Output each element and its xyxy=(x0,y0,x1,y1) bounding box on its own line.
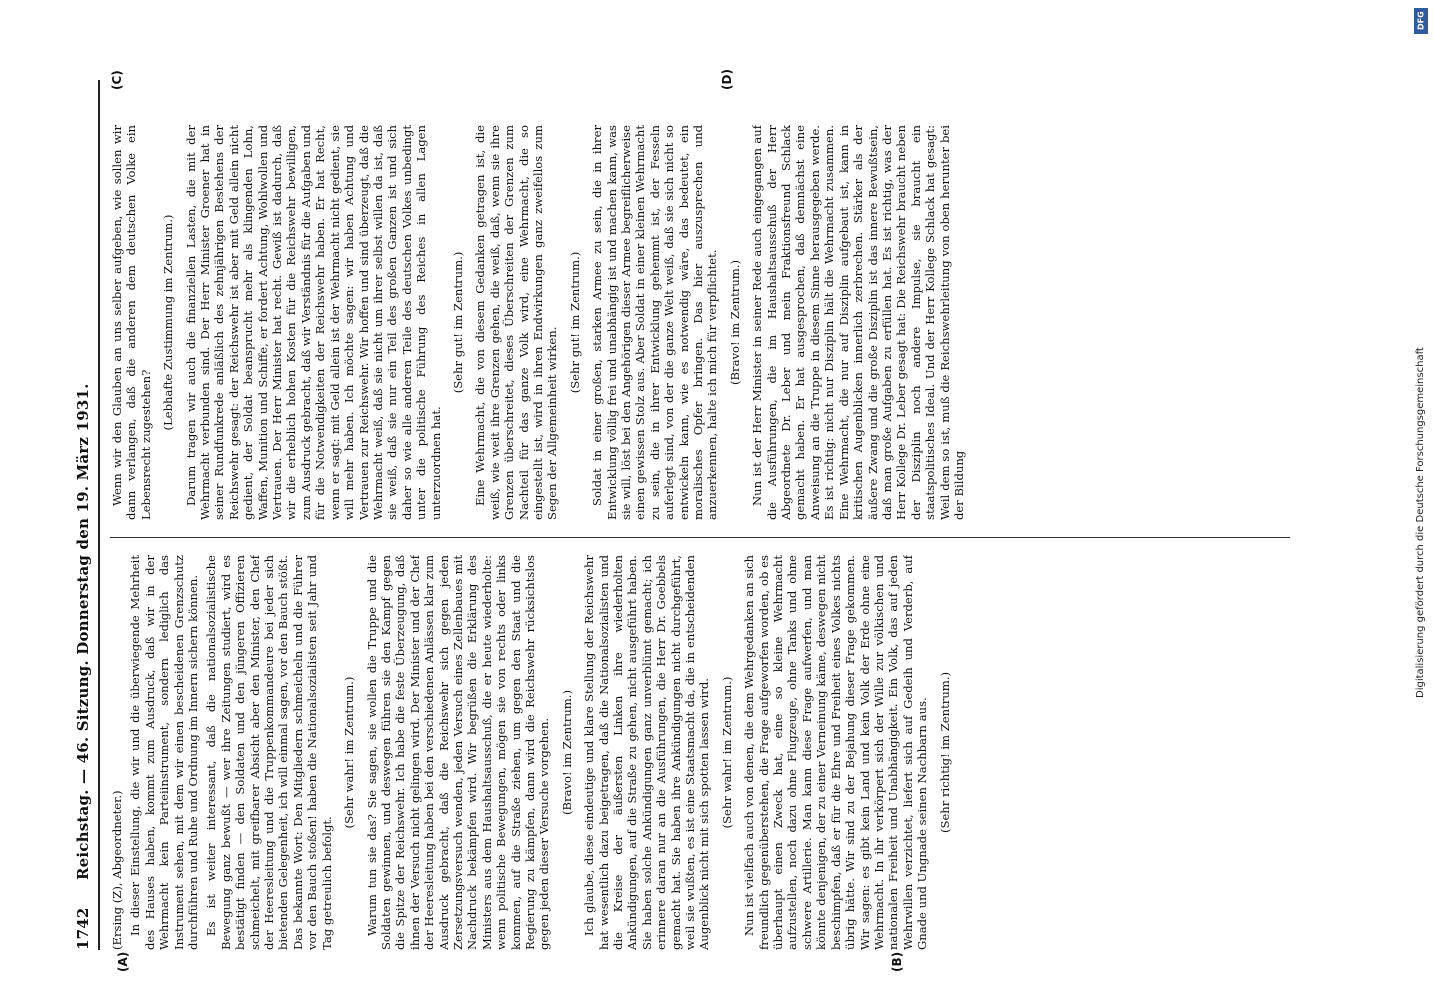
interjection: (Sehr gut! im Zentrum.) xyxy=(567,251,582,394)
paragraph: Es ist weiter interessant, daß die nationalsozialistische Bewegung ganz bewußt — wer ihre Zeitungen studiert, wird es bestätigt finden — den Soldaten und den jüngeren Offizieren schmeichelt, mit greifbarer Absicht aber den Minister, den Chef der Heeresleitung und die Truppenkommandeure bei jeder sich bietenden Gelegenheit, ich will einmal sagen, vor den Bauch stößt. Das bekannte Wort: Den Mitgliedern schmeicheln und die Führer vor den Bauch stoßen! haben die Nationalsozialisten seit Jahr und Tag getreulich befolgt. xyxy=(204,555,334,950)
margin-mark-d: (D) xyxy=(720,69,734,90)
paragraph: Warum tun sie das? Sie sagen, sie wollen die Truppe und die Soldaten gewinnen, und deswegen führen sie den Kampf gegen die Spitze der Reichswehr. Ich habe die feste Überzeugung, daß ihnen der Versuch nicht gelingen wird. Der Minister und der Chef der Heeresleitung haben bei den verschiedenen Anlässen klar zum Ausdruck gebracht, daß die Reichswehr sich gegen jeden Zersetzungsversuch wenden, jeden Versuch eines Zellenbaues mit Nachdruck bekämpfen wird. Wir begrüßen die Erklärung des Ministers aus dem Haushaltsausschuß, die er heute wiederholte: wenn politische Bewegungen, mögen sie von rechts oder links kommen, auf die Straße ziehen, um gegen den Staat und die Regierung zu kämpfen, dann wird die Reichswehr rücksichtslos gegen jeden dieser Versuche vorgehen. xyxy=(364,555,552,950)
paragraph: Nun ist der Herr Minister in seiner Rede auch eingegangen auf die Ausführungen, die im Haushaltsausschuß der Herr Abgeordnete Dr. Leber und mein Fraktionsfreund Schlack gemacht haben. Er hat ausgesprochen, daß demnächst eine Anweisung an die Truppe in diesem Sinne herausgegeben werde. Es ist richtig: nicht nur Disziplin hält die Wehrmacht zusammen. Eine Wehrmacht, die nur auf Disziplin aufgebaut ist, kann in kritischen Augenblicken innerlich zerbrechen. Stärker als der äußere Zwang und die große Disziplin ist das innere Bewußtsein, daß man große Aufgaben zu erfüllen hat. Es ist richtig, was der Herr Kollege Dr. Leber gesagt hat: Die Reichswehr braucht neben der Disziplin noch andere Impulse, sie braucht ein staatspolitisches Ideal. Und der Herr Kollege Schlack hat gesagt: Weil dem so ist, muß die Reichswehrleitung von oben herunter bei der Bildung xyxy=(750,125,966,520)
dfg-logo: DFG xyxy=(1414,8,1428,34)
running-title: Reichstag. — 46. Sitzung. Donnerstag den 19. März 1931. xyxy=(74,383,92,880)
document-page xyxy=(70,69,1330,972)
margin-mark-c: (C) xyxy=(110,70,124,90)
interjection: (Sehr wahr! im Zentrum.) xyxy=(719,676,734,829)
paragraph: Eine Wehrmacht, die von diesem Gedanken getragen ist, die weiß, wie weit ihre Grenzen gehen, die weiß, daß, wenn sie ihre Grenzen überschreitet, dieses Überschreiten der Grenzen zum Nachteil für das ganze Volk wird, eine Wehrmacht, die so eingestellt ist, wird in ihren Endwirkungen ganz zweifellos zum Segen der Allgemeinheit wirken. xyxy=(473,125,560,520)
paragraph: Darum tragen wir auch die finanziellen Lasten, die mit der Wehrmacht verbunden sind. Der Herr Minister Groener hat in seiner Rundfunkrede anläßlich des zehnjährigen Bestehens der Reichswehr gesagt: der Reichswehr ist aber mit Geld allein nicht gedient, der Soldat beansprucht mehr als klingenden Lohn, Waffen, Munition und Schiffe, er fordert Achtung, Wohlwollen und Vertrauen. Der Herr Minister hat recht. Gewiß ist dadurch, daß wir die erheblich hohen Kosten für die Reichswehr bewilligen, zum Ausdruck gebracht, daß wir Verständnis für die Aufgaben und für die Notwendigkeiten der Reichswehr haben. Er hat Recht, wenn er sagt: mit Geld allein ist der Wehrmacht nicht gedient, sie will mehr haben. Ich möchte sagen: wir haben Achtung und Vertrauen zur Reichswehr. Wir hoffen und sind überzeugt, daß die Wehrmacht weiß, daß sie nicht um ihrer selbst willen da ist, daß sie weiß, daß sie nur ein Teil des großen Ganzen ist und sich daher so wie alle anderen Teile des deutschen Volkes unbedingt unter die politische Führung des Reiches in allen Lagen unterzuordnen hat. xyxy=(183,125,443,520)
page-header xyxy=(70,80,100,950)
right-column xyxy=(110,125,1290,520)
column-rule xyxy=(110,537,1290,538)
paragraph: Ich glaube, diese eindeutige und klare Stellung der Reichswehr hat wesentlich dazu beigetragen, daß die Nationalsozialisten und die Kreise der äußersten Linken ihre wiederholten Ankündigungen, auf die Straße zu gehen, nicht ausgeführt haben. Sie haben solche Ankündigungen ganz unverblümt gemacht; ich erinnere daran nur an die Ausführungen, die Herr Dr. Goebbels gemacht hat. Sie haben ihre Ankündigungen nicht durchgeführt, weil sie wußten, es ist eine Staatsmacht da, die in entscheidenden Augenblick nicht mit sich spotten lassen wird. xyxy=(582,555,712,950)
paragraph: Soldat in einer großen, starken Armee zu sein, die in ihrer Entwicklung völlig frei und unabhängig ist und machen kann, was sie will, löst bei den Angehörigen dieser Armee begreiflicherweise einen gewissen Stolz aus. Aber Soldat in einer kleinen Wehrmacht zu sein, die in ihrer Entwicklung gehemmt ist, der Fesseln auferlegt sind, von der die ganze Welt weiß, daß sie sich nicht so entwickeln kann, wie es notwendig wäre, das bedeutet, ein moralisches Opfer bringen. Das hier auszusprechen und anzuerkennen, halte ich mich für verpflichtet. xyxy=(590,125,720,520)
speaker-tag: (Ersing (Z), Abgeordneter.) xyxy=(110,790,124,950)
margin-mark-b: (B) xyxy=(890,951,904,972)
credit-text: Digitalisierung gefördert durch die Deutsche Forschungsgemeinschaft xyxy=(1415,347,1426,698)
interjection: (Bravo! im Zentrum.) xyxy=(727,260,742,386)
digitization-credit xyxy=(1412,8,1434,698)
paragraph: In dieser Einstellung, die wir und die überwiegende Mehrheit des Hauses haben, kommt zum Ausdruck, daß wir in der Wehrmacht kein Parteiinstrument, sondern lediglich das Instrument sehen, mit dem wir einen bescheidenen Grenzschutz durchführen und Ruhe und Ordnung im Innern sichern können. xyxy=(128,555,201,950)
interjection: (Sehr wahr! im Zentrum.) xyxy=(342,676,357,829)
interjection: (Bravo! im Zentrum.) xyxy=(559,690,574,816)
paragraph: Nun ist vielfach auch von denen, die dem Wehrgedanken an sich freundlich gegenüberstehen, die Frage aufgeworfen worden, ob es überhaupt einen Zweck hat, eine so kleine Wehrmacht aufzustellen, noch dazu ohne Flugzeuge, ohne Tanks und ohne schwere Artillerie. Man kann diese Frage aufwerfen, und man könnte denjenigen, der zu einer Verneinung käme, deswegen nicht beschimpfen, daß er für die Ehre und Freiheit eines Volkes nichts übrig hätte. Wir sind zu der Bejahung dieser Frage gekommen. Wir sagen: es gibt kein Land und kein Volk der Erde ohne eine Wehrmacht. In ihr verkörpert sich der Wille zur völkischen und nationalen Freiheit und Unabhängigkeit. Ein Volk, das auf jeden Wehrwillen verzichtet, liefert sich auf Gedeih und Verderb, auf Gnade und Ungnade seinen Nachbarn aus. xyxy=(742,555,930,950)
header-rule xyxy=(98,80,100,950)
left-column xyxy=(110,555,1290,950)
interjection: (Sehr richtig! im Zentrum.) xyxy=(937,672,952,834)
paragraph: Wenn wir den Glauben an uns selber aufgeben, wie sollen wir dann verlangen, daß die anderen dem deutschen Volke ein Lebensrecht zugestehen? xyxy=(110,125,153,520)
interjection: (Lebhafte Zustimmung im Zentrum.) xyxy=(161,214,176,431)
margin-mark-a: (A) xyxy=(116,951,130,972)
interjection: (Sehr gut! im Zentrum.) xyxy=(450,251,465,394)
page-number: 1742 xyxy=(74,907,92,950)
